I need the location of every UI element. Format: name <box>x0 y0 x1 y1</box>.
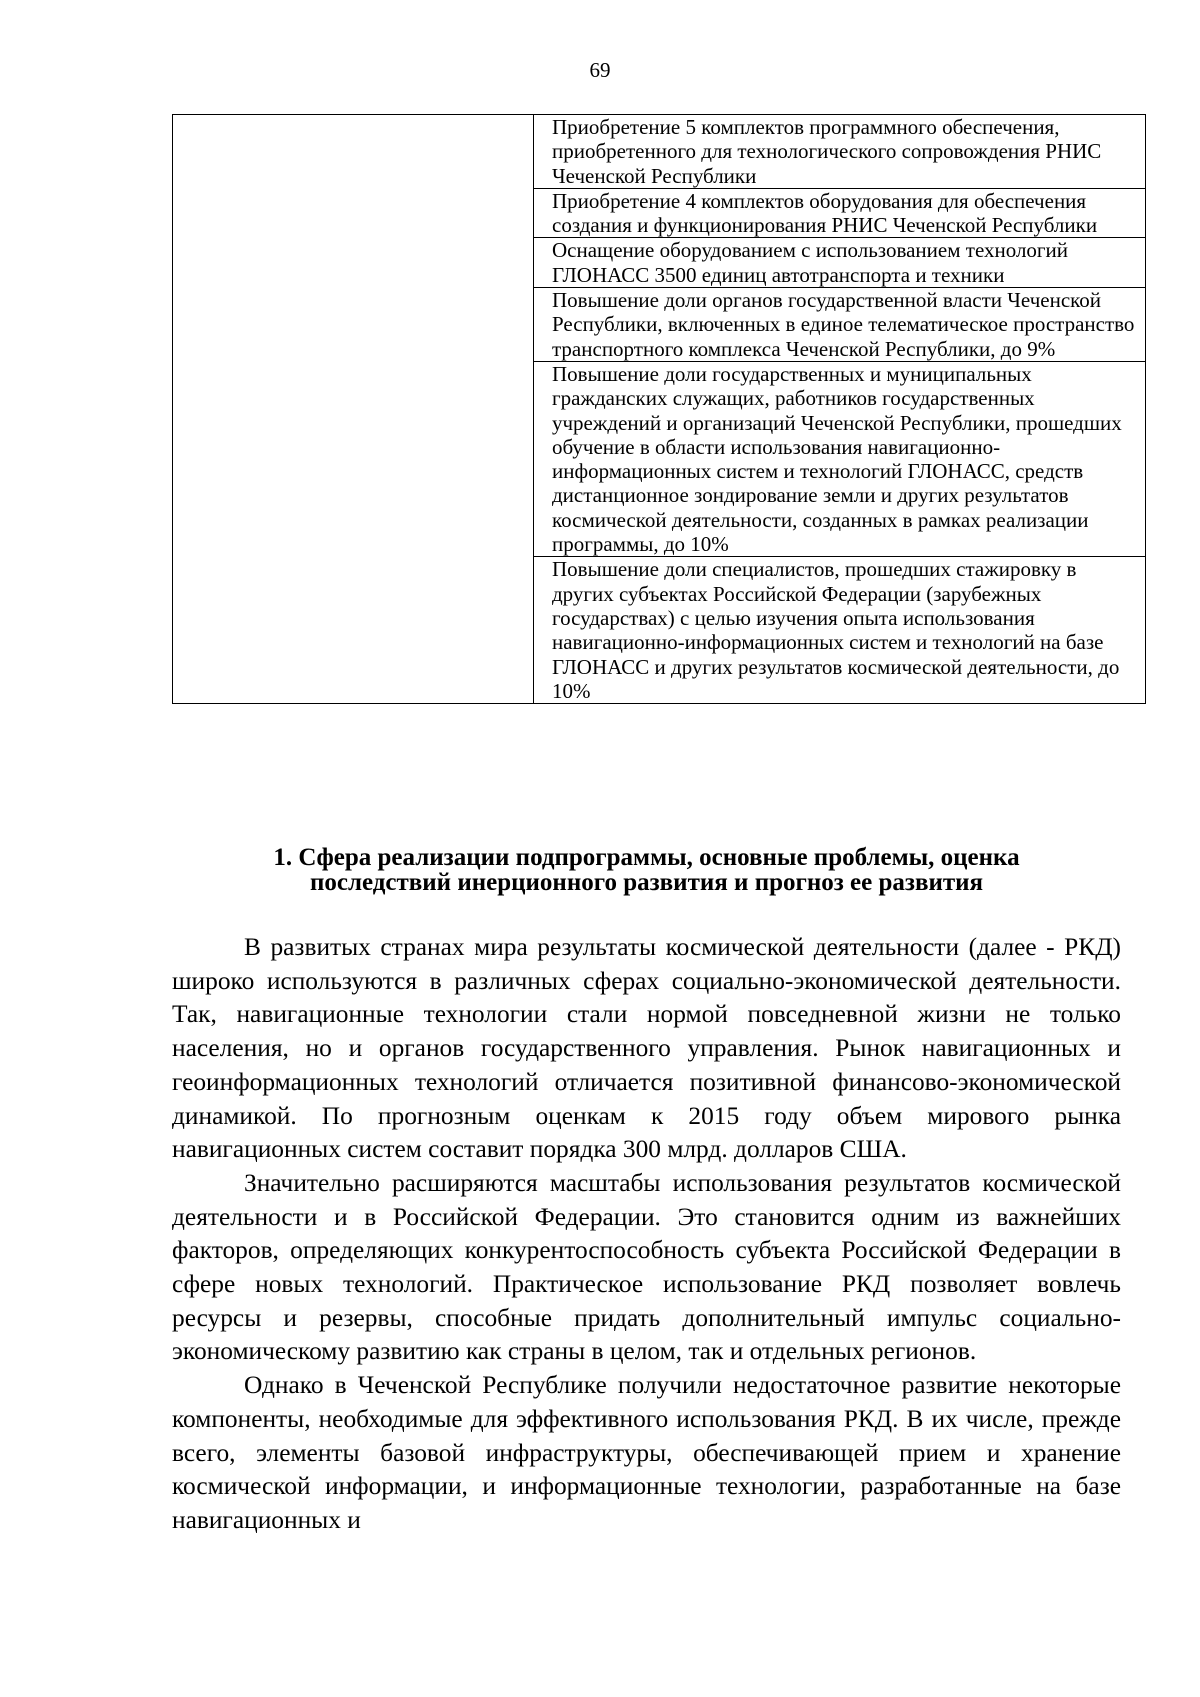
table-cell: Повышение доли государственных и муниципальных гражданских служащих, работников государственных учреждений и организаций Чеченской Республики, прошедших обучение в области использования навигационно-информационных систем и технологий ГЛОНАСС, средств дистанционное зондирование земли и других результатов космической деятельности, созданных в рамках реализации программы, до 10% <box>534 361 1146 556</box>
table-cell: Приобретение 5 комплектов программного обеспечения, приобретенного для технологического сопровождения РНИС Чеченской Республики <box>534 115 1146 189</box>
table-cell: Приобретение 4 комплектов оборудования для обеспечения создания и функционирования РНИС Чеченской Республики <box>534 188 1146 238</box>
paragraph: Однако в Чеченской Республике получили недостаточное развитие некоторые компоненты, необходимые для эффективного использования РКД. В их числе, прежде всего, элементы базовой инфраструктуры, обеспечивающей прием и хранение космической информации, и информационные технологии, разработанные на базе навигационных и <box>172 1371 1121 1534</box>
table-cell: Повышение доли специалистов, прошедших стажировку в других субъектах Российской Федерации (зарубежных государствах) с целью изучения опыта использования навигационно-информационных систем и технологий на базе ГЛОНАСС и других результатов космической деятельности, до 10% <box>534 557 1146 704</box>
table-cell: Повышение доли органов государственной власти Чеченской Республики, включенных в единое телематическое пространство транспортного комплекса Чеченской Республики, до 9% <box>534 288 1146 362</box>
section-heading <box>172 845 1121 895</box>
indicators-table <box>172 114 1146 704</box>
table-left-cell-empty <box>173 115 534 704</box>
page-number: 69 <box>589 58 611 82</box>
section-heading-line-1: 1. Сфера реализации подпрограммы, основные проблемы, оценка <box>273 844 1020 871</box>
section-heading-line-2: последствий инерционного развития и прогноз ее развития <box>309 869 984 896</box>
paragraph: В развитых странах мира результаты космической деятельности (далее - РКД) широко используются в различных сферах социально-экономической деятельности. Так, навигационные технологии стали нормой повседневной жизни не только населения, но и органов государственного управления. Рынок навигационных и геоинформационных технологий отличается позитивной финансово-экономической динамикой. По прогнозным оценкам к 2015 году объем мирового рынка навигационных систем составит порядка 300 млрд. долларов США. <box>172 933 1121 1164</box>
paragraph: Значительно расширяются масштабы использования результатов космической деятельности и в Российской Федерации. Это становится одним из важнейших факторов, определяющих конкурентоспособность субъекта Российской Федерации в сфере новых технологий. Практическое использование РКД позволяет вовлечь ресурсы и резервы, способные придать дополнительный импульс социально-экономическому развитию как страны в целом, так и отдельных регионов. <box>172 1168 1121 1366</box>
body-text <box>172 931 1121 1538</box>
table-cell: Оснащение оборудованием с использованием технологий ГЛОНАСС 3500 единиц автотранспорта и техники <box>534 238 1146 288</box>
table-row <box>173 115 1146 189</box>
